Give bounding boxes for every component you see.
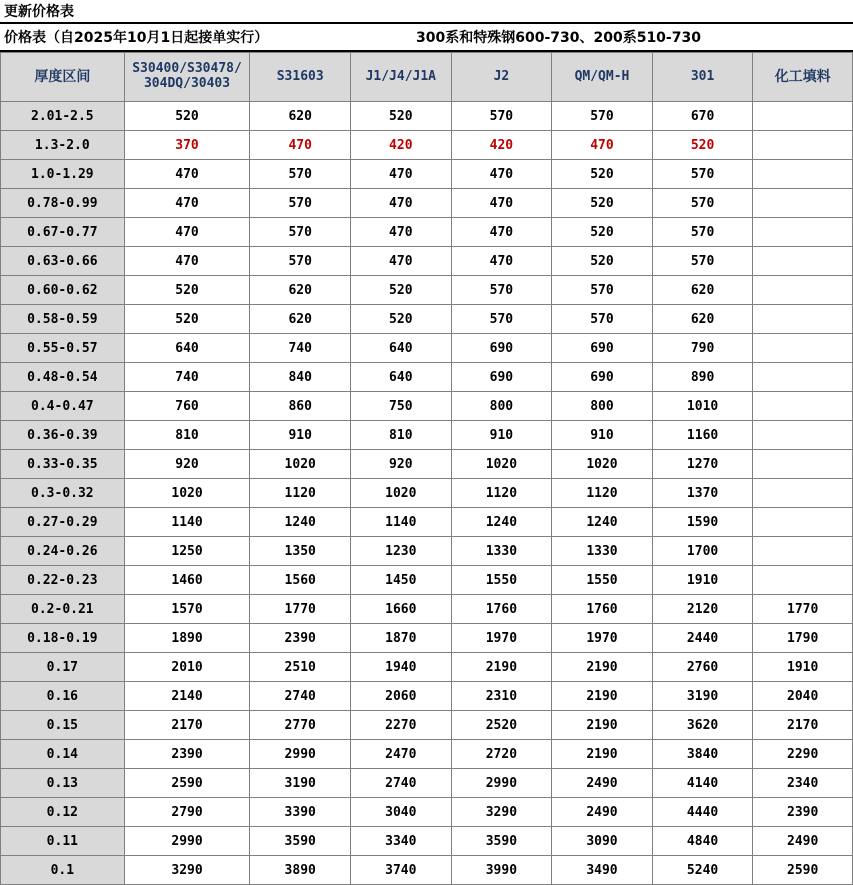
table-row bbox=[1, 392, 853, 421]
price-cell: 2190 bbox=[451, 653, 552, 682]
price-cell: 1140 bbox=[124, 508, 250, 537]
column-header-s31603: S31603 bbox=[250, 53, 351, 102]
price-cell: 2060 bbox=[351, 682, 452, 711]
price-cell: 3390 bbox=[250, 798, 351, 827]
table-row bbox=[1, 537, 853, 566]
table-row bbox=[1, 798, 853, 827]
price-cell: 920 bbox=[124, 450, 250, 479]
price-cell bbox=[753, 131, 853, 160]
thickness-range-cell: 1.3-2.0 bbox=[1, 131, 125, 160]
price-cell bbox=[753, 276, 853, 305]
price-cell: 370 bbox=[124, 131, 250, 160]
price-cell: 3890 bbox=[250, 856, 351, 885]
price-cell: 570 bbox=[250, 189, 351, 218]
price-cell: 520 bbox=[351, 102, 452, 131]
thickness-range-cell: 0.4-0.47 bbox=[1, 392, 125, 421]
thickness-range-cell: 0.27-0.29 bbox=[1, 508, 125, 537]
column-header-qm: QM/QM-H bbox=[552, 53, 653, 102]
price-cell: 1240 bbox=[552, 508, 653, 537]
table-row bbox=[1, 131, 853, 160]
price-cell: 1910 bbox=[652, 566, 753, 595]
price-cell: 3590 bbox=[250, 827, 351, 856]
price-cell: 570 bbox=[652, 160, 753, 189]
price-cell: 750 bbox=[351, 392, 452, 421]
price-cell: 920 bbox=[351, 450, 452, 479]
price-cell: 520 bbox=[351, 276, 452, 305]
price-cell: 570 bbox=[250, 160, 351, 189]
price-cell: 2190 bbox=[552, 711, 653, 740]
price-cell: 1560 bbox=[250, 566, 351, 595]
price-cell: 1160 bbox=[652, 421, 753, 450]
price-cell: 1020 bbox=[250, 450, 351, 479]
price-cell bbox=[753, 160, 853, 189]
price-cell: 910 bbox=[552, 421, 653, 450]
price-cell: 790 bbox=[652, 334, 753, 363]
price-cell: 1790 bbox=[753, 624, 853, 653]
subtitle-bar bbox=[0, 24, 853, 52]
price-cell: 2170 bbox=[124, 711, 250, 740]
price-cell: 1700 bbox=[652, 537, 753, 566]
price-cell: 520 bbox=[552, 160, 653, 189]
price-cell: 800 bbox=[552, 392, 653, 421]
table-row bbox=[1, 653, 853, 682]
price-cell: 1020 bbox=[552, 450, 653, 479]
price-cell: 470 bbox=[124, 189, 250, 218]
effective-date-note: 价格表（自2025年10月1日起接单实行） bbox=[4, 30, 269, 46]
price-cell: 570 bbox=[552, 102, 653, 131]
price-cell: 470 bbox=[124, 247, 250, 276]
price-cell: 860 bbox=[250, 392, 351, 421]
price-cell: 910 bbox=[451, 421, 552, 450]
price-cell: 470 bbox=[351, 189, 452, 218]
price-cell: 740 bbox=[124, 363, 250, 392]
price-cell: 470 bbox=[451, 189, 552, 218]
price-cell: 2010 bbox=[124, 653, 250, 682]
table-row bbox=[1, 160, 853, 189]
price-cell: 800 bbox=[451, 392, 552, 421]
thickness-range-cell: 0.48-0.54 bbox=[1, 363, 125, 392]
price-cell bbox=[753, 102, 853, 131]
table-row bbox=[1, 479, 853, 508]
price-cell bbox=[753, 247, 853, 276]
price-cell: 3290 bbox=[124, 856, 250, 885]
thickness-range-cell: 0.15 bbox=[1, 711, 125, 740]
price-cell: 470 bbox=[351, 160, 452, 189]
price-cell bbox=[753, 421, 853, 450]
table-row bbox=[1, 856, 853, 885]
price-cell: 1120 bbox=[552, 479, 653, 508]
price-cell: 2190 bbox=[552, 740, 653, 769]
price-cell: 1120 bbox=[250, 479, 351, 508]
thickness-range-cell: 1.0-1.29 bbox=[1, 160, 125, 189]
price-cell: 470 bbox=[451, 218, 552, 247]
price-cell: 3190 bbox=[250, 769, 351, 798]
price-cell: 570 bbox=[250, 218, 351, 247]
price-cell: 520 bbox=[552, 189, 653, 218]
price-cell: 2120 bbox=[652, 595, 753, 624]
price-cell: 470 bbox=[351, 218, 452, 247]
price-cell: 2990 bbox=[451, 769, 552, 798]
price-cell: 570 bbox=[652, 189, 753, 218]
price-cell: 1020 bbox=[351, 479, 452, 508]
table-body bbox=[1, 102, 853, 885]
price-cell: 3740 bbox=[351, 856, 452, 885]
price-cell: 3490 bbox=[552, 856, 653, 885]
price-cell: 2290 bbox=[753, 740, 853, 769]
price-cell: 760 bbox=[124, 392, 250, 421]
price-cell: 3040 bbox=[351, 798, 452, 827]
price-cell: 4140 bbox=[652, 769, 753, 798]
price-cell: 520 bbox=[552, 218, 653, 247]
price-cell: 570 bbox=[552, 276, 653, 305]
price-cell: 1010 bbox=[652, 392, 753, 421]
price-cell: 570 bbox=[552, 305, 653, 334]
price-cell: 2490 bbox=[753, 827, 853, 856]
price-cell bbox=[753, 334, 853, 363]
price-cell: 1270 bbox=[652, 450, 753, 479]
price-cell: 1970 bbox=[552, 624, 653, 653]
price-cell: 1240 bbox=[451, 508, 552, 537]
price-cell: 4840 bbox=[652, 827, 753, 856]
price-cell: 1370 bbox=[652, 479, 753, 508]
thickness-range-cell: 0.1 bbox=[1, 856, 125, 885]
header-row bbox=[1, 53, 853, 102]
thickness-range-cell: 0.24-0.26 bbox=[1, 537, 125, 566]
thickness-range-cell: 0.78-0.99 bbox=[1, 189, 125, 218]
column-header-thickness: 厚度区间 bbox=[1, 53, 125, 102]
grade-range-note: 300系和特殊钢600-730、200系510-730 bbox=[416, 30, 701, 46]
column-header-j1j4j1a: J1/J4/J1A bbox=[351, 53, 452, 102]
thickness-range-cell: 0.60-0.62 bbox=[1, 276, 125, 305]
price-cell: 1910 bbox=[753, 653, 853, 682]
thickness-range-cell: 0.33-0.35 bbox=[1, 450, 125, 479]
thickness-range-cell: 0.2-0.21 bbox=[1, 595, 125, 624]
table-row bbox=[1, 247, 853, 276]
price-cell bbox=[753, 479, 853, 508]
price-cell: 2170 bbox=[753, 711, 853, 740]
price-cell bbox=[753, 363, 853, 392]
price-cell: 2390 bbox=[250, 624, 351, 653]
price-cell: 1760 bbox=[552, 595, 653, 624]
price-cell: 2590 bbox=[124, 769, 250, 798]
price-cell: 2790 bbox=[124, 798, 250, 827]
price-cell: 1970 bbox=[451, 624, 552, 653]
table-row bbox=[1, 595, 853, 624]
table-row bbox=[1, 827, 853, 856]
price-cell: 2490 bbox=[552, 769, 653, 798]
price-cell: 3190 bbox=[652, 682, 753, 711]
price-cell: 520 bbox=[124, 102, 250, 131]
price-cell: 1590 bbox=[652, 508, 753, 537]
price-cell: 470 bbox=[451, 247, 552, 276]
column-header-chemical-packing: 化工填料 bbox=[753, 53, 853, 102]
price-cell: 2740 bbox=[351, 769, 452, 798]
price-cell bbox=[753, 537, 853, 566]
table-row bbox=[1, 305, 853, 334]
price-cell: 570 bbox=[451, 102, 552, 131]
price-cell: 2040 bbox=[753, 682, 853, 711]
price-cell: 2990 bbox=[124, 827, 250, 856]
table-row bbox=[1, 276, 853, 305]
price-cell: 1550 bbox=[552, 566, 653, 595]
page-title: 更新价格表 bbox=[4, 4, 74, 20]
thickness-range-cell: 0.13 bbox=[1, 769, 125, 798]
price-cell: 1890 bbox=[124, 624, 250, 653]
column-header-301: 301 bbox=[652, 53, 753, 102]
table-row bbox=[1, 334, 853, 363]
price-cell: 4440 bbox=[652, 798, 753, 827]
price-cell: 2310 bbox=[451, 682, 552, 711]
price-cell: 690 bbox=[451, 363, 552, 392]
price-cell: 620 bbox=[652, 276, 753, 305]
price-cell: 470 bbox=[124, 218, 250, 247]
thickness-range-cell: 0.17 bbox=[1, 653, 125, 682]
price-cell: 520 bbox=[351, 305, 452, 334]
thickness-range-cell: 0.3-0.32 bbox=[1, 479, 125, 508]
price-cell: 2140 bbox=[124, 682, 250, 711]
table-row bbox=[1, 740, 853, 769]
price-cell: 620 bbox=[250, 276, 351, 305]
price-cell: 470 bbox=[250, 131, 351, 160]
price-cell: 3590 bbox=[451, 827, 552, 856]
price-cell: 2740 bbox=[250, 682, 351, 711]
price-cell: 740 bbox=[250, 334, 351, 363]
price-cell: 1450 bbox=[351, 566, 452, 595]
price-cell: 810 bbox=[124, 421, 250, 450]
table-row bbox=[1, 624, 853, 653]
column-header-s30400: S30400/S30478/ 304DQ/30403 bbox=[124, 53, 250, 102]
price-cell: 1940 bbox=[351, 653, 452, 682]
thickness-range-cell: 0.22-0.23 bbox=[1, 566, 125, 595]
price-cell: 670 bbox=[652, 102, 753, 131]
price-cell: 5240 bbox=[652, 856, 753, 885]
thickness-range-cell: 0.12 bbox=[1, 798, 125, 827]
price-cell bbox=[753, 218, 853, 247]
price-cell: 2760 bbox=[652, 653, 753, 682]
price-cell: 520 bbox=[552, 247, 653, 276]
price-cell: 620 bbox=[250, 102, 351, 131]
thickness-range-cell: 0.14 bbox=[1, 740, 125, 769]
price-cell: 690 bbox=[552, 363, 653, 392]
price-cell: 1570 bbox=[124, 595, 250, 624]
price-cell: 1330 bbox=[451, 537, 552, 566]
price-cell: 520 bbox=[652, 131, 753, 160]
price-cell: 2470 bbox=[351, 740, 452, 769]
price-cell: 570 bbox=[652, 247, 753, 276]
column-header-j2: J2 bbox=[451, 53, 552, 102]
price-cell: 3290 bbox=[451, 798, 552, 827]
price-cell: 1020 bbox=[124, 479, 250, 508]
price-cell: 1250 bbox=[124, 537, 250, 566]
table-row bbox=[1, 363, 853, 392]
price-cell: 3090 bbox=[552, 827, 653, 856]
price-cell: 1350 bbox=[250, 537, 351, 566]
price-cell: 690 bbox=[552, 334, 653, 363]
price-cell: 470 bbox=[552, 131, 653, 160]
price-cell: 2770 bbox=[250, 711, 351, 740]
price-cell: 2390 bbox=[753, 798, 853, 827]
price-cell: 1770 bbox=[250, 595, 351, 624]
price-cell: 2720 bbox=[451, 740, 552, 769]
price-cell: 1660 bbox=[351, 595, 452, 624]
price-cell: 420 bbox=[451, 131, 552, 160]
table-row bbox=[1, 711, 853, 740]
price-cell: 1140 bbox=[351, 508, 452, 537]
price-cell: 810 bbox=[351, 421, 452, 450]
price-cell: 640 bbox=[351, 334, 452, 363]
thickness-range-cell: 0.67-0.77 bbox=[1, 218, 125, 247]
thickness-range-cell: 0.16 bbox=[1, 682, 125, 711]
price-cell: 2190 bbox=[552, 653, 653, 682]
table-row bbox=[1, 450, 853, 479]
price-cell: 640 bbox=[124, 334, 250, 363]
price-cell: 2440 bbox=[652, 624, 753, 653]
price-cell bbox=[753, 305, 853, 334]
table-row bbox=[1, 682, 853, 711]
price-cell: 2490 bbox=[552, 798, 653, 827]
table-row bbox=[1, 566, 853, 595]
thickness-range-cell: 0.11 bbox=[1, 827, 125, 856]
price-cell: 3620 bbox=[652, 711, 753, 740]
price-cell: 890 bbox=[652, 363, 753, 392]
price-cell: 2390 bbox=[124, 740, 250, 769]
price-table bbox=[0, 52, 853, 885]
thickness-range-cell: 0.63-0.66 bbox=[1, 247, 125, 276]
price-cell: 1240 bbox=[250, 508, 351, 537]
price-cell: 2190 bbox=[552, 682, 653, 711]
price-cell: 1760 bbox=[451, 595, 552, 624]
price-cell: 470 bbox=[451, 160, 552, 189]
price-cell bbox=[753, 508, 853, 537]
price-cell: 1120 bbox=[451, 479, 552, 508]
price-cell: 910 bbox=[250, 421, 351, 450]
price-cell: 1330 bbox=[552, 537, 653, 566]
price-cell: 620 bbox=[250, 305, 351, 334]
price-cell: 3340 bbox=[351, 827, 452, 856]
price-cell: 2510 bbox=[250, 653, 351, 682]
table-row bbox=[1, 218, 853, 247]
price-cell bbox=[753, 392, 853, 421]
price-cell: 2520 bbox=[451, 711, 552, 740]
price-cell bbox=[753, 450, 853, 479]
thickness-range-cell: 0.18-0.19 bbox=[1, 624, 125, 653]
price-cell: 690 bbox=[451, 334, 552, 363]
price-cell: 840 bbox=[250, 363, 351, 392]
table-row bbox=[1, 102, 853, 131]
price-cell: 2270 bbox=[351, 711, 452, 740]
price-cell: 570 bbox=[652, 218, 753, 247]
table-row bbox=[1, 421, 853, 450]
table-row bbox=[1, 508, 853, 537]
price-cell: 640 bbox=[351, 363, 452, 392]
price-cell bbox=[753, 566, 853, 595]
thickness-range-cell: 0.36-0.39 bbox=[1, 421, 125, 450]
price-cell: 520 bbox=[124, 276, 250, 305]
price-cell: 420 bbox=[351, 131, 452, 160]
price-cell: 470 bbox=[124, 160, 250, 189]
table-row bbox=[1, 189, 853, 218]
price-cell: 1870 bbox=[351, 624, 452, 653]
price-cell: 2590 bbox=[753, 856, 853, 885]
price-cell: 1460 bbox=[124, 566, 250, 595]
price-cell: 570 bbox=[451, 305, 552, 334]
price-cell: 620 bbox=[652, 305, 753, 334]
document-title-bar bbox=[0, 0, 853, 24]
price-cell: 3990 bbox=[451, 856, 552, 885]
price-cell: 2990 bbox=[250, 740, 351, 769]
price-cell: 520 bbox=[124, 305, 250, 334]
price-cell: 570 bbox=[451, 276, 552, 305]
price-cell: 570 bbox=[250, 247, 351, 276]
price-cell: 2340 bbox=[753, 769, 853, 798]
price-cell: 470 bbox=[351, 247, 452, 276]
thickness-range-cell: 0.58-0.59 bbox=[1, 305, 125, 334]
price-cell: 1020 bbox=[451, 450, 552, 479]
table-header bbox=[1, 53, 853, 102]
table-row bbox=[1, 769, 853, 798]
price-cell: 1770 bbox=[753, 595, 853, 624]
thickness-range-cell: 0.55-0.57 bbox=[1, 334, 125, 363]
thickness-range-cell: 2.01-2.5 bbox=[1, 102, 125, 131]
price-cell: 1550 bbox=[451, 566, 552, 595]
price-cell: 1230 bbox=[351, 537, 452, 566]
price-cell: 3840 bbox=[652, 740, 753, 769]
price-cell bbox=[753, 189, 853, 218]
